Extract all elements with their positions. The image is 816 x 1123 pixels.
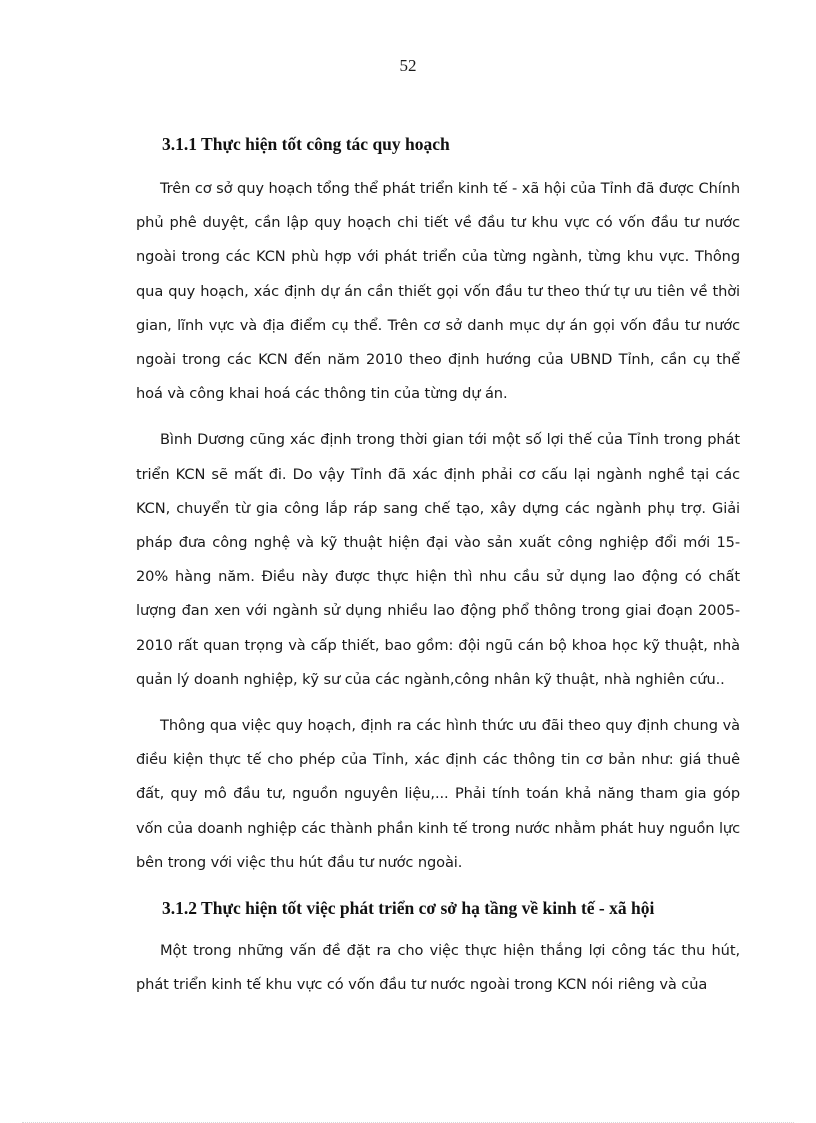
page-body [136, 130, 740, 1002]
paragraph-incentives: Thông qua việc quy hoạch, định ra các hình thức ưu đãi theo quy định chung và điều kiện thực tế cho phép của Tỉnh, xác định các thông tin cơ bản như: giá thuê đất, quy mô đầu tư, nguồn nguyên liệu,... Phải tính toán khả năng tham gia góp vốn của doanh nghiệp các thành phần kinh tế trong nước nhằm phát huy nguồn lực bên trong với việc thu hút đầu tư nước ngoài. [136, 717, 740, 871]
section-heading-3-1-1: 3.1.1 Thực hiện tốt công tác quy hoạch [162, 134, 450, 154]
paragraph-planning: Trên cơ sở quy hoạch tổng thể phát triển kinh tế - xã hội của Tỉnh đã được Chính phủ phê duyệt, cần lập quy hoạch chi tiết về đầu tư khu vực có vốn đầu tư nước ngoài trong các KCN phù hợp với phát triển của từng ngành, từng khu vực. Thông qua quy hoạch, xác định dự án cần thiết gọi vốn đầu tư theo thứ tự ưu tiên về thời gian, lĩnh vực và địa điểm cụ thể. Trên cơ sở danh mục dự án gọi vốn đầu tư nước ngoài trong các KCN đến năm 2010 theo định hướng của UBND Tỉnh, cần cụ thể hoá và công khai hoá các thông tin của từng dự án. [136, 180, 740, 403]
page-number: 52 [399, 56, 417, 75]
paragraph-binh-duong: Bình Dương cũng xác định trong thời gian tới một số lợi thế của Tỉnh trong phát triển KCN sẽ mất đi. Do vậy Tỉnh đã xác định phải cơ cấu lại ngành nghề tại các KCN, chuyển từ gia công lắp ráp sang chế tạo, xây dựng các ngành phụ trợ. Giải pháp đưa công nghệ và kỹ thuật hiện đại vào sản xuất công nghiệp đổi mới 15-20% hàng năm. Điều này được thực hiện thì nhu cầu sử dụng lao động có chất lượng đan xen với ngành sử dụng nhiều lao động phổ thông trong giai đoạn 2005-2010 rất quan trọng và cấp thiết, bao gồm: đội ngũ cán bộ khoa học kỹ thuật, nhà quản lý doanh nghiệp, kỹ sư của các ngành,công nhân kỹ thuật, nhà nghiên cứu.. [136, 431, 740, 688]
section-heading-3-1-2: 3.1.2 Thực hiện tốt việc phát triển cơ sở hạ tầng về kinh tế - xã hội [162, 898, 655, 919]
paragraph-infrastructure: Một trong những vấn đề đặt ra cho việc thực hiện thắng lợi công tác thu hút, phát triển kinh tế khu vực có vốn đầu tư nước ngoài trong KCN nói riêng và của [136, 942, 740, 994]
